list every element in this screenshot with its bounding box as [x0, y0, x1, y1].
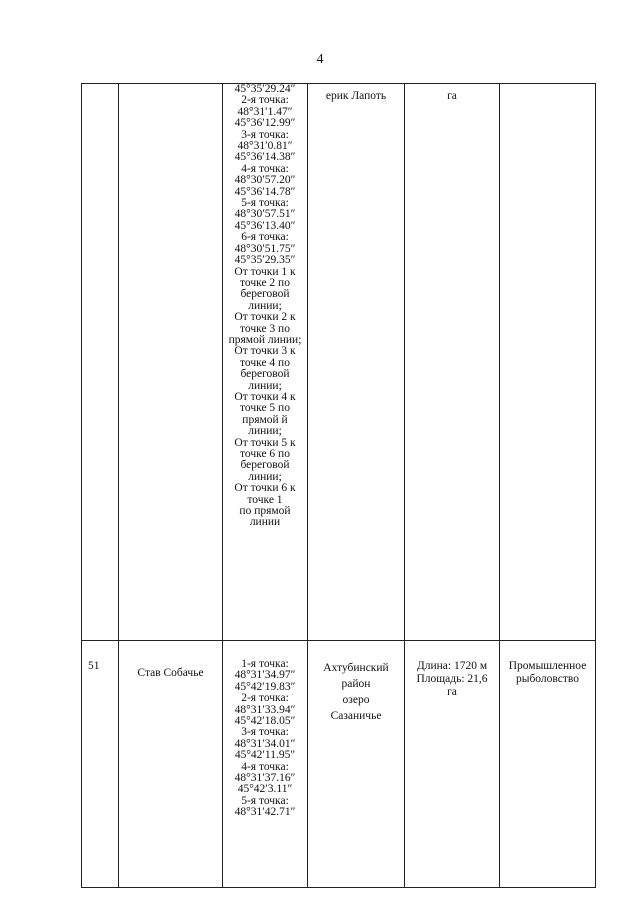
- purpose-line: рыболовство: [515, 673, 579, 685]
- coords-line: 45°42′19.83″: [234, 680, 296, 693]
- coords-line: От точки 5 к: [234, 436, 296, 449]
- coords-line: 3-я точка:: [241, 128, 289, 141]
- location-line: Сазаничье: [330, 710, 382, 722]
- coords-line: 45°36′13.40″: [234, 219, 296, 232]
- coords-line: линии;: [248, 379, 282, 392]
- coords-line: 48°31′42.71″: [234, 806, 296, 819]
- coords-line: линии;: [248, 425, 282, 438]
- coords-line: 2-я точка:: [241, 94, 289, 107]
- coords-line: прямой линии;: [228, 333, 302, 346]
- coords-line: береговой: [240, 288, 290, 301]
- coords-line: 4-я точка:: [241, 162, 289, 175]
- site-name: Став Собачье: [137, 667, 204, 679]
- coords-line: береговой: [240, 368, 290, 381]
- coordinates-cell: [223, 641, 308, 888]
- coords-line: точке 3 по: [240, 322, 290, 335]
- coords-line: 5-я точка:: [241, 197, 289, 210]
- coords-line: 4-я точка:: [241, 760, 289, 773]
- coords-line: 48°31′33.94″: [234, 703, 296, 716]
- coords-line: 45°42′3.11″: [237, 783, 293, 796]
- coords-line: точке 1: [247, 493, 283, 506]
- coords-line: линии: [249, 516, 281, 529]
- coords-line: береговой: [240, 459, 290, 472]
- coords-line: точке 2 по: [240, 276, 290, 289]
- coords-line: 45°36′14.78″: [234, 185, 296, 198]
- coords-line: 5-я точка:: [241, 794, 289, 807]
- purpose-line: Промышленное: [508, 660, 587, 672]
- coords-line: От точки 6 к: [234, 482, 296, 495]
- coords-line: 2-я точка:: [241, 692, 289, 705]
- coords-line: 48°30′57.20″: [234, 174, 296, 187]
- coords-line: 48°31′37.16″: [234, 772, 296, 785]
- coords-line: 1-я точка:: [241, 658, 289, 670]
- water-body-registry-table: [81, 83, 596, 888]
- coords-line: 48°31′34.01″: [234, 737, 296, 750]
- coords-line: От точки 3 к: [234, 345, 296, 358]
- coords-line: От точки 2 к: [234, 311, 296, 324]
- coords-line: 48°30′51.75″: [234, 242, 296, 255]
- purpose-cell: [500, 641, 596, 888]
- size-line: Длина: 1720 м: [416, 660, 488, 672]
- coords-line: 45°42′11.95″: [234, 749, 296, 762]
- table-row: [82, 84, 596, 641]
- coords-line: 48°31′1.47″: [237, 105, 293, 118]
- location-line: ерик Лапоть: [325, 90, 387, 102]
- coordinates-cell: [223, 84, 308, 641]
- coords-line: линии;: [248, 299, 282, 312]
- row-number-cell: [82, 84, 119, 641]
- coords-line: 45°36′14.38″: [234, 151, 296, 164]
- coords-line: прямой й: [242, 413, 288, 426]
- coords-line: 45°42′18.05″: [234, 715, 296, 728]
- size-cell: [405, 641, 500, 888]
- site-name-cell: [119, 84, 223, 641]
- coords-line: линии;: [248, 470, 282, 483]
- site-name-cell: [119, 641, 223, 888]
- coords-line: 48°31′34.97″: [234, 669, 296, 682]
- size-line: га: [447, 686, 457, 698]
- location-cell: [308, 641, 405, 888]
- row-number: 51: [88, 660, 100, 672]
- coords-line: 48°30′57.51″: [234, 208, 296, 221]
- coords-line: 45°35′29.35″: [234, 254, 296, 267]
- coords-line: 6-я точка:: [241, 231, 289, 244]
- coords-line: точке 6 по: [240, 448, 290, 460]
- location-line: Ахтубинский: [323, 662, 389, 674]
- row-number-cell: [82, 641, 119, 888]
- purpose-cell: [500, 84, 596, 641]
- coords-line: 48°31′0.81″: [237, 140, 293, 153]
- location-line: район: [341, 678, 371, 690]
- coords-line: От точки 4 к: [234, 390, 296, 403]
- size-line: га: [447, 90, 457, 102]
- location-line: озеро: [342, 694, 370, 706]
- coords-line: 45°36′12.99″: [234, 117, 296, 130]
- size-line: Площадь: 21,6: [416, 673, 488, 685]
- coords-line: 3-я точка:: [241, 726, 289, 739]
- coords-line: точке 5 по: [240, 402, 290, 415]
- coords-line: От точки 1 к: [234, 265, 296, 278]
- table-row: [82, 641, 596, 888]
- coords-line: по прямой: [239, 505, 291, 518]
- coords-line: точке 4 по: [240, 356, 290, 369]
- coords-line: 45°35′29.24″: [234, 83, 296, 95]
- location-cell: [308, 84, 405, 641]
- page-number: 4: [316, 52, 324, 67]
- size-cell: [405, 84, 500, 641]
